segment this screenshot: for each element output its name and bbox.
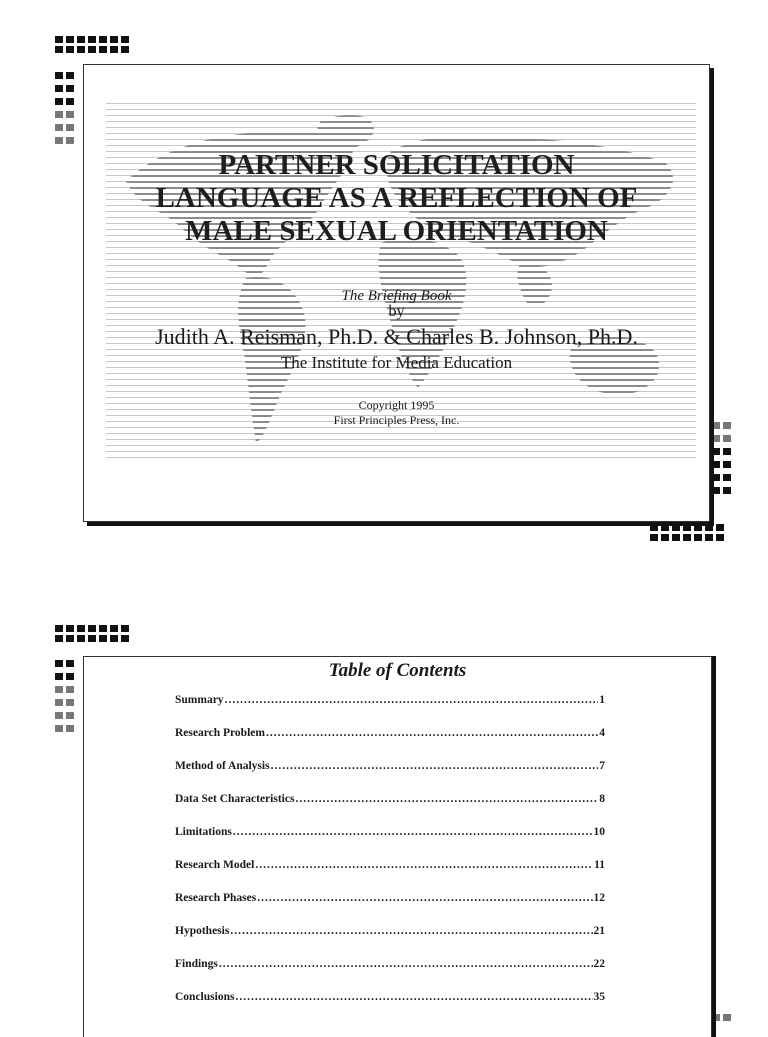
toc-dot-leader (295, 793, 598, 805)
subtitle: The Briefing Book (341, 288, 452, 304)
toc-entry-label: Research Model (175, 859, 255, 871)
toc-dot-leader (271, 760, 599, 772)
authors: Judith A. Reisman, Ph.D. & Charles B. Johnson, Ph.D. (155, 324, 638, 349)
toc-entry (175, 991, 605, 1024)
toc-entry-page: 11 (594, 859, 605, 871)
toc-entry-label: Limitations (175, 826, 232, 838)
toc-entry-page: 35 (593, 991, 605, 1003)
toc-entry (175, 859, 605, 892)
toc-dot-leader (257, 892, 592, 904)
copyright: Copyright 1995 (358, 398, 435, 412)
toc-entry-label: Conclusions (175, 991, 235, 1003)
toc-entry-label: Method of Analysis (175, 760, 270, 772)
toc-entry-page: 7 (599, 760, 605, 772)
by-text: by (388, 303, 405, 320)
toc-dot-leader (233, 826, 593, 838)
toc-entry-label: Findings (175, 958, 218, 970)
toc-dot-leader (266, 727, 598, 739)
toc-dot-leader (230, 925, 592, 937)
toc-entry (175, 793, 605, 826)
toc-entry-page: 12 (593, 892, 605, 904)
toc-list (175, 694, 605, 1024)
checker-decoration-toc-bottom-right (712, 1014, 731, 1021)
title-text-block (84, 149, 709, 428)
title-line-2: LANGUAGE AS A REFLECTION OF (155, 182, 638, 214)
toc-entry (175, 958, 605, 991)
checker-decoration-toc-left-column (55, 660, 74, 732)
toc-entry-label: Hypothesis (175, 925, 230, 937)
toc-dot-leader (235, 991, 592, 1003)
toc-entry (175, 925, 605, 958)
title-line-1: PARTNER SOLICITATION (218, 149, 575, 181)
title-line-3: MALE SEXUAL ORIENTATION (185, 215, 608, 247)
toc-entry (175, 727, 605, 760)
table-of-contents-slide (83, 656, 712, 1037)
institute: The Institute for Media Education (280, 353, 513, 372)
toc-entry-page: 10 (593, 826, 605, 838)
checker-decoration-top-left (55, 36, 129, 53)
toc-entry-label: Data Set Characteristics (175, 793, 295, 805)
toc-entry-page: 8 (599, 793, 605, 805)
toc-entry (175, 760, 605, 793)
toc-entry-label: Research Phases (175, 892, 257, 904)
checker-decoration-bottom-right (650, 524, 724, 541)
toc-entry-label: Summary (175, 694, 224, 706)
toc-title: Table of Contents (328, 660, 467, 681)
checker-decoration-right-column (712, 422, 731, 494)
toc-entry-label: Research Problem (175, 727, 265, 739)
checker-decoration-left-column (55, 72, 74, 144)
toc-entry (175, 892, 605, 925)
toc-entry-page: 4 (599, 727, 605, 739)
toc-entry (175, 826, 605, 859)
toc-entry-page: 21 (593, 925, 605, 937)
toc-entry-page: 22 (593, 958, 605, 970)
toc-dot-leader (225, 694, 599, 706)
toc-entry-page: 1 (599, 694, 605, 706)
publisher: First Principles Press, Inc. (333, 413, 460, 427)
toc-dot-leader (255, 859, 593, 871)
checker-decoration-toc-top-left (55, 625, 129, 642)
toc-entry (175, 694, 605, 727)
toc-dot-leader (219, 958, 593, 970)
title-slide (83, 64, 710, 522)
